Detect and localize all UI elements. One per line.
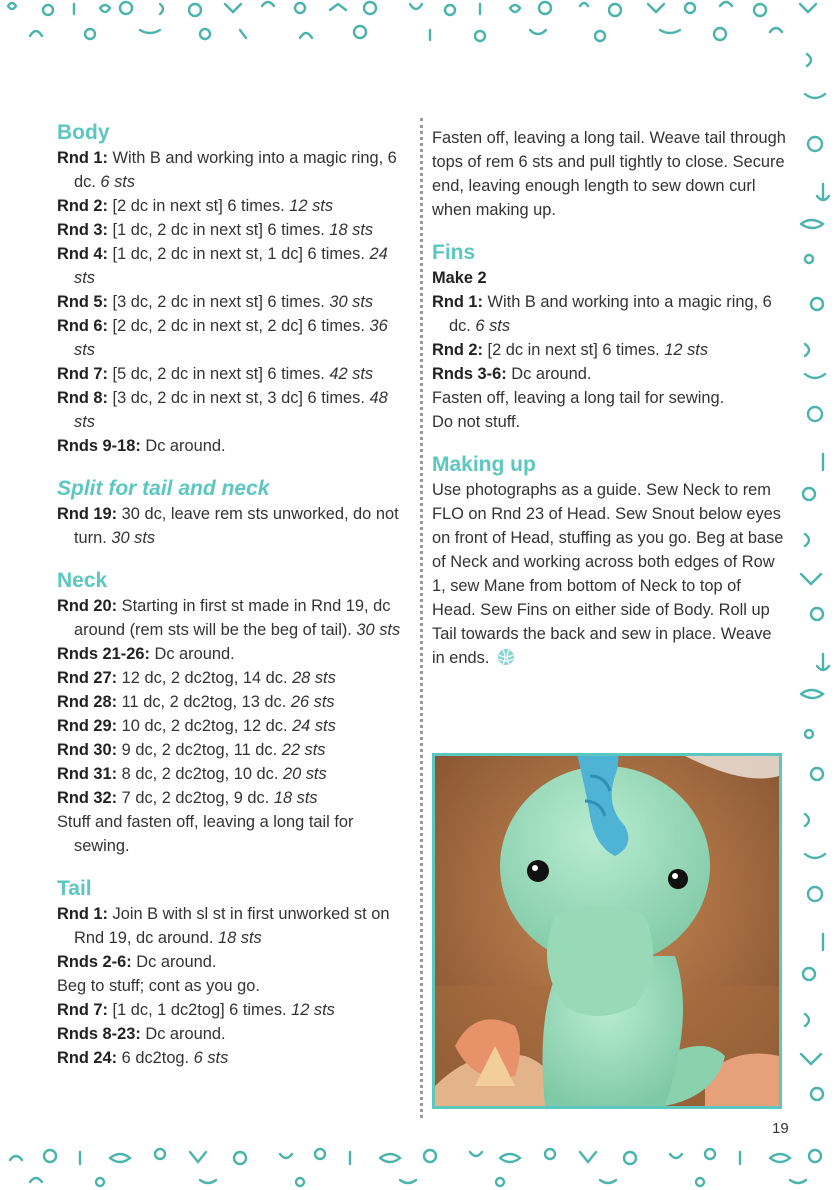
stitch-count: 12 sts — [289, 197, 334, 215]
round-label: Rnd 1: — [57, 905, 108, 923]
pattern-line — [57, 714, 412, 738]
stitch-count: 12 sts — [664, 341, 709, 359]
pattern-line — [57, 950, 412, 974]
round-instruction: 7 dc, 2 dc2tog, 9 dc. — [117, 789, 274, 807]
round-label: Rnd 24: — [57, 1049, 118, 1067]
column-divider — [420, 118, 423, 1118]
pattern-line — [432, 410, 787, 434]
fins-section — [432, 240, 787, 434]
stitch-count: 24 sts — [292, 717, 336, 735]
pattern-line — [57, 690, 412, 714]
round-label: Rnd 20: — [57, 597, 118, 615]
right-column — [432, 126, 787, 688]
pattern-line — [57, 242, 412, 290]
stitch-count: 30 sts — [356, 621, 401, 639]
pattern-line — [57, 1046, 412, 1070]
round-label: Rnd 19: — [57, 505, 118, 523]
round-instruction: Dc around. — [506, 365, 592, 383]
fins-lines — [432, 290, 787, 434]
stitch-count: 30 sts — [111, 529, 156, 547]
round-instruction: [2 dc in next st] 6 times. — [108, 197, 290, 215]
round-instruction: 30 dc, leave rem sts unworked, do not turn. — [74, 505, 399, 547]
round-instruction: [1 dc, 1 dc2tog] 6 times. — [108, 1001, 292, 1019]
round-instruction: [5 dc, 2 dc in next st] 6 times. — [108, 365, 330, 383]
making-up-section — [432, 452, 787, 670]
split-lines — [57, 502, 412, 550]
round-label: Rnds 3-6: — [432, 365, 507, 383]
neck-heading: Neck — [57, 569, 108, 592]
split-heading: Split for tail and neck — [57, 477, 270, 500]
stitch-count: 36 sts — [74, 317, 388, 359]
pattern-line — [57, 738, 412, 762]
round-instruction: 8 dc, 2 dc2tog, 10 dc. — [117, 765, 283, 783]
pattern-line — [57, 146, 412, 194]
pattern-line — [432, 290, 787, 338]
pattern-line — [57, 290, 412, 314]
split-section — [57, 476, 412, 550]
round-label: Rnd 8: — [57, 389, 108, 407]
pattern-line — [432, 386, 787, 410]
making-up-heading: Making up — [432, 453, 536, 476]
stitch-count: 42 sts — [329, 365, 374, 383]
round-instruction: 11 dc, 2 dc2tog, 13 dc. — [117, 693, 291, 711]
tail-lines — [57, 902, 412, 1070]
pattern-line — [432, 338, 787, 362]
fins-subtitle: Make 2 — [432, 269, 487, 287]
round-instruction: Dc around. — [149, 645, 235, 663]
round-instruction: With B and working into a magic ring, 6 dc. — [74, 149, 397, 191]
pattern-line — [57, 194, 412, 218]
round-label: Rnd 28: — [57, 693, 118, 711]
round-instruction: Beg to stuff; cont as you go. — [57, 977, 260, 995]
body-heading: Body — [57, 121, 110, 144]
pattern-line — [57, 314, 412, 362]
sea-pattern-right-icon — [795, 44, 839, 1134]
pattern-line — [57, 386, 412, 434]
round-label: Rnd 7: — [57, 1001, 108, 1019]
round-instruction: Stuff and fasten off, leaving a long tail for sewing. — [57, 813, 354, 855]
stitch-count: 48 sts — [74, 389, 388, 431]
round-label: Rnd 29: — [57, 717, 118, 735]
round-instruction: [3 dc, 2 dc in next st, 3 dc] 6 times. — [108, 389, 370, 407]
round-label: Rnd 4: — [57, 245, 108, 263]
pattern-line — [57, 902, 412, 950]
fins-heading: Fins — [432, 241, 476, 264]
stitch-count: 6 sts — [475, 317, 511, 335]
left-column — [57, 120, 412, 1088]
pattern-line — [57, 1022, 412, 1046]
round-label: Rnd 32: — [57, 789, 118, 807]
round-instruction: Fasten off, leaving a long tail for sewing. — [432, 389, 725, 407]
pattern-line — [57, 502, 412, 550]
body-section — [57, 120, 412, 458]
pattern-line — [57, 434, 412, 458]
making-up-text — [432, 478, 787, 670]
making-up-body: Use photographs as a guide. Sew Neck to rem FLO on Rnd 23 of Head. Sew Snout below eyes on front of Head, stuffing as you go. Beg at base of Neck and working across both edges of Row 1, sew Mane from bottom of Neck to top of Head. Sew Fins on either side of Body. Roll up Tail towards the back and sew in place. Weave in ends. — [432, 481, 784, 667]
pattern-line — [57, 786, 412, 810]
round-instruction: [1 dc, 2 dc in next st] 6 times. — [108, 221, 330, 239]
round-instruction: Dc around. — [140, 437, 226, 455]
round-label: Rnds 21-26: — [57, 645, 150, 663]
round-label: Rnd 2: — [57, 197, 108, 215]
intro-paragraph — [432, 126, 787, 222]
pattern-line — [57, 666, 412, 690]
pattern-line — [57, 998, 412, 1022]
stitch-count: 22 sts — [281, 741, 326, 759]
round-label: Rnd 3: — [57, 221, 108, 239]
round-label: Rnd 7: — [57, 365, 108, 383]
stitch-count: 18 sts — [273, 789, 318, 807]
pattern-line — [57, 218, 412, 242]
round-instruction: Starting in first st made in Rnd 19, dc around (rem sts will be the beg of tail). — [74, 597, 391, 639]
round-label: Rnd 31: — [57, 765, 118, 783]
pattern-line — [57, 762, 412, 786]
body-lines — [57, 146, 412, 458]
round-label: Rnd 2: — [432, 341, 483, 359]
tail-heading: Tail — [57, 877, 92, 900]
stitch-count: 6 sts — [100, 173, 136, 191]
round-instruction: 10 dc, 2 dc2tog, 12 dc. — [117, 717, 293, 735]
round-label: Rnd 6: — [57, 317, 108, 335]
round-label: Rnd 1: — [432, 293, 483, 311]
sea-pattern-border-right — [795, 44, 839, 1134]
yarn-ball-icon — [494, 649, 515, 667]
stitch-count: 6 sts — [193, 1049, 229, 1067]
stitch-count: 20 sts — [282, 765, 327, 783]
stitch-count: 18 sts — [329, 221, 374, 239]
round-instruction: 9 dc, 2 dc2tog, 11 dc. — [117, 741, 282, 759]
pattern-line — [57, 810, 412, 858]
intro-text: Fasten off, leaving a long tail. Weave tail through tops of rem 6 sts and pull tightly to close. Secure end, leaving enough length to sew down curl when making up. — [432, 129, 786, 219]
seahorse-photo — [432, 753, 782, 1109]
stitch-count: 18 sts — [217, 929, 262, 947]
sea-pattern-border-top — [0, 0, 839, 44]
round-instruction: Dc around. — [131, 953, 217, 971]
round-label: Rnd 5: — [57, 293, 108, 311]
round-instruction: With B and working into a magic ring, 6 dc. — [449, 293, 772, 335]
round-instruction: [2 dc, 2 dc in next st, 2 dc] 6 times. — [108, 317, 370, 335]
pattern-line — [57, 642, 412, 666]
stitch-count: 26 sts — [290, 693, 335, 711]
sea-pattern-top-icon — [0, 0, 839, 44]
round-label: Rnd 27: — [57, 669, 118, 687]
page-number: 19 — [772, 1120, 789, 1137]
round-label: Rnd 30: — [57, 741, 118, 759]
round-label: Rnds 9-18: — [57, 437, 141, 455]
round-instruction: Do not stuff. — [432, 413, 521, 431]
stitch-count: 30 sts — [329, 293, 374, 311]
neck-section — [57, 568, 412, 858]
round-instruction: [3 dc, 2 dc in next st] 6 times. — [108, 293, 330, 311]
stitch-count: 28 sts — [292, 669, 336, 687]
crochet-seahorse-image-icon — [435, 756, 779, 1106]
pattern-line — [57, 974, 412, 998]
round-label: Rnds 8-23: — [57, 1025, 141, 1043]
round-instruction: 12 dc, 2 dc2tog, 14 dc. — [117, 669, 293, 687]
round-instruction: Dc around. — [140, 1025, 226, 1043]
round-label: Rnds 2-6: — [57, 953, 132, 971]
sea-pattern-border-bottom — [0, 1132, 839, 1190]
stitch-count: 12 sts — [291, 1001, 335, 1019]
round-instruction: [1 dc, 2 dc in next st, 1 dc] 6 times. — [108, 245, 370, 263]
neck-lines — [57, 594, 412, 858]
pattern-line — [432, 362, 787, 386]
round-instruction: [2 dc in next st] 6 times. — [483, 341, 665, 359]
round-instruction: Join B with sl st in first unworked st on Rnd 19, dc around. — [74, 905, 390, 947]
sea-pattern-bottom-icon — [0, 1132, 839, 1190]
stitch-count: 24 sts — [74, 245, 388, 287]
tail-section — [57, 876, 412, 1070]
pattern-line — [57, 594, 412, 642]
pattern-line — [57, 362, 412, 386]
round-instruction: 6 dc2tog. — [117, 1049, 194, 1067]
round-label: Rnd 1: — [57, 149, 108, 167]
